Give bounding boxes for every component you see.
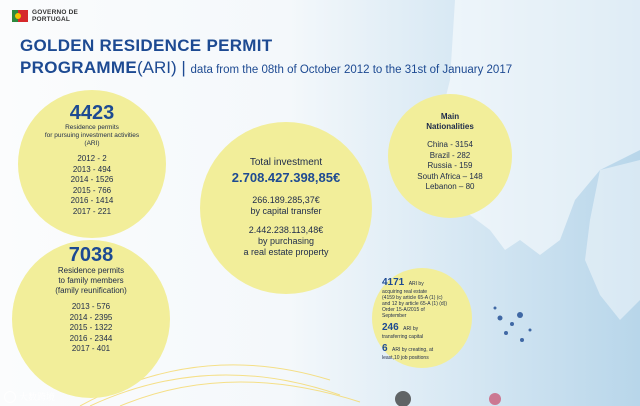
nationalities-list xyxy=(388,140,512,193)
family-year-item: 2015 - 1322 xyxy=(69,323,113,332)
estate-ari-label-5: Order 15-A/2015 of xyxy=(382,307,425,313)
capital-ari-label-1: ARI by xyxy=(403,326,419,332)
family-year-item: 2013 - 576 xyxy=(71,302,111,311)
jobs-ari-count: 6 xyxy=(382,343,388,354)
investment-label: Total investment xyxy=(249,157,323,168)
title-separator: | xyxy=(176,58,191,77)
real-estate-label-2: a real estate property xyxy=(243,247,329,257)
ari-permits-label-2: for pursuing investment activities xyxy=(44,132,140,139)
title-ari: (ARI) xyxy=(136,58,177,77)
family-year-item: 2016 - 2344 xyxy=(69,333,113,343)
real-estate-value: 2.442.238.113,48€ xyxy=(248,225,324,235)
nationalities-title-1: Main xyxy=(440,112,460,121)
family-permits-total: 7038 xyxy=(68,244,114,266)
real-estate-label-1: by purchasing xyxy=(257,236,315,246)
ari-permits-content xyxy=(18,102,166,217)
page-title: GOLDEN RESIDENCE PERMIT xyxy=(20,36,273,55)
family-permits-label-3: (family reunification) xyxy=(55,286,127,295)
family-permits-year-list xyxy=(12,302,170,355)
investment-content xyxy=(200,156,372,258)
family-permits-label-2: to family members xyxy=(58,276,124,285)
watermark xyxy=(4,390,55,403)
ari-year-item: 2014 - 1526 xyxy=(70,175,114,184)
ari-year-item: 2013 - 494 xyxy=(72,164,112,174)
nationality-item: China - 3154 xyxy=(427,140,473,149)
estate-ari-label-4: and 12 by article 65-A (1) (d)) xyxy=(382,301,448,307)
family-year-item: 2014 - 2395 xyxy=(69,312,113,322)
government-logo xyxy=(12,8,78,24)
logo-line-2: PORTUGAL xyxy=(32,16,71,23)
nationalities-content xyxy=(388,112,512,193)
capital-transfer-value: 266.189.285,37€ xyxy=(252,195,320,205)
watermark-text: 大数跨境 xyxy=(19,392,56,402)
ari-year-item: 2015 - 766 xyxy=(72,185,112,195)
watermark-icon xyxy=(4,391,16,403)
page-subtitle xyxy=(20,58,512,78)
estate-ari-count: 4171 xyxy=(382,277,405,288)
estate-ari-label-2: acquiring real estate xyxy=(382,289,428,295)
title-programme: PROGRAMME xyxy=(20,58,137,77)
ari-year-item: 2017 - 221 xyxy=(72,206,112,216)
ari-year-item: 2012 - 2 xyxy=(77,154,107,163)
estate-ari-label-6: September xyxy=(382,313,407,319)
ari-year-item: 2016 - 1414 xyxy=(70,196,114,205)
ari-permits-total: 4423 xyxy=(69,102,115,124)
title-date-range: data from the 08th of October 2012 to the 31st of January 2017 xyxy=(190,64,513,76)
capital-ari-count: 246 xyxy=(382,322,399,333)
ari-permits-label-3: (ARI) xyxy=(84,140,100,147)
estate-ari-label-1: ARI by xyxy=(408,281,424,287)
portugal-flag-icon xyxy=(12,8,28,24)
nationality-item: Brazil - 282 xyxy=(429,150,471,160)
ari-types-content xyxy=(382,276,470,361)
capital-transfer-label: by capital transfer xyxy=(250,206,322,216)
nationality-item: Lebanon – 80 xyxy=(425,182,475,191)
estate-ari-label-3: (4159 by article 65-A (1) (c) xyxy=(382,295,443,301)
jobs-ari-label-2: least,10 job positions xyxy=(382,355,429,361)
jobs-ari-label-1: ARI by creating, at xyxy=(392,347,434,353)
ari-permits-label-1: Residence permits xyxy=(65,124,119,131)
family-permits-content xyxy=(12,244,170,355)
nationality-item: Russia - 159 xyxy=(427,161,473,170)
family-permits-label-1: Residence permits xyxy=(57,266,125,275)
logo-line-1: GOVERNO DE xyxy=(32,9,79,16)
family-year-item: 2017 - 401 xyxy=(71,344,111,353)
capital-ari-label-2: transferring capital xyxy=(382,334,424,340)
nationality-item: South Africa – 148 xyxy=(417,171,483,181)
investment-total: 2.708.427.398,85€ xyxy=(231,170,341,185)
ari-permits-year-list xyxy=(18,154,166,217)
nationalities-title-2: Nationalities xyxy=(426,122,474,131)
